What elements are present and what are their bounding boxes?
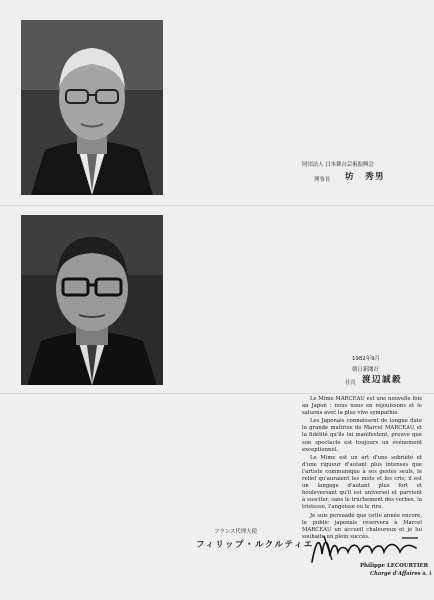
greeting1-name: 坊 秀男 [345,172,386,182]
portrait-photo-newspaper-president [21,215,163,385]
french-paragraph: Le Mime MARCEAU est une nouvelle fois au Japon : nous nous en réjouissons et le saluons avec la plus vive sympathie. [302,396,422,417]
greeting1-title: 理事長 [314,177,331,183]
greeting2-body-right [302,217,423,352]
greeting2-body-left [172,217,295,359]
greeting1-body-left [172,22,295,158]
portrait-photo-president [21,20,163,195]
french-message [302,396,422,542]
greeting1-body-right [302,22,423,132]
french-paragraph: Le Mime est un art d'une sobriété et d'une rigueur d'autant plus intenses que l'artiste communique à ses gestes seuls, le relief qu'auraient les mots et les cris; il est un langage d'autant plus fort et bouleversant qu'il est universel et parvient à susciter, sans le truchement des verbes, la tristesse, l'angoisse ou le rire. [302,454,422,511]
greeting2-organization: 朝日新聞社 [352,367,379,373]
greeting3-name: フィリップ・ルクルティエ [196,540,314,550]
french-signatory-title: Chargé d'Affaires a. i [370,571,432,577]
section-divider [0,205,434,206]
french-signatory-name: Philippe LECOURTIER [360,563,429,569]
greeting1-organization: 財団法人 日本舞台芸術振興会 [302,162,374,168]
handwritten-signature-icon [306,532,426,566]
greeting3-organization: フランス代理大使 [214,529,257,535]
greeting2-date: 1982年9月 [352,356,380,362]
greeting2-name: 渡辺誠毅 [362,375,403,385]
greeting2-title: 社長 [345,380,356,386]
greeting3-body [172,398,290,526]
french-paragraph: Je suis persuadé que cette année encore, le public japonais réservera à Marcel MARCEAU un accueil chaleureux et je lui souhaite un plein succès. [302,512,422,540]
french-paragraph: Les Japonais connaissent de longue date la grande maîtrise de Marcel MARCEAU et la fidélité qu'ils lui manifestent, preuve que son spectacle est toujours un événement exceptionnel. [302,418,422,453]
section-divider [0,393,434,394]
